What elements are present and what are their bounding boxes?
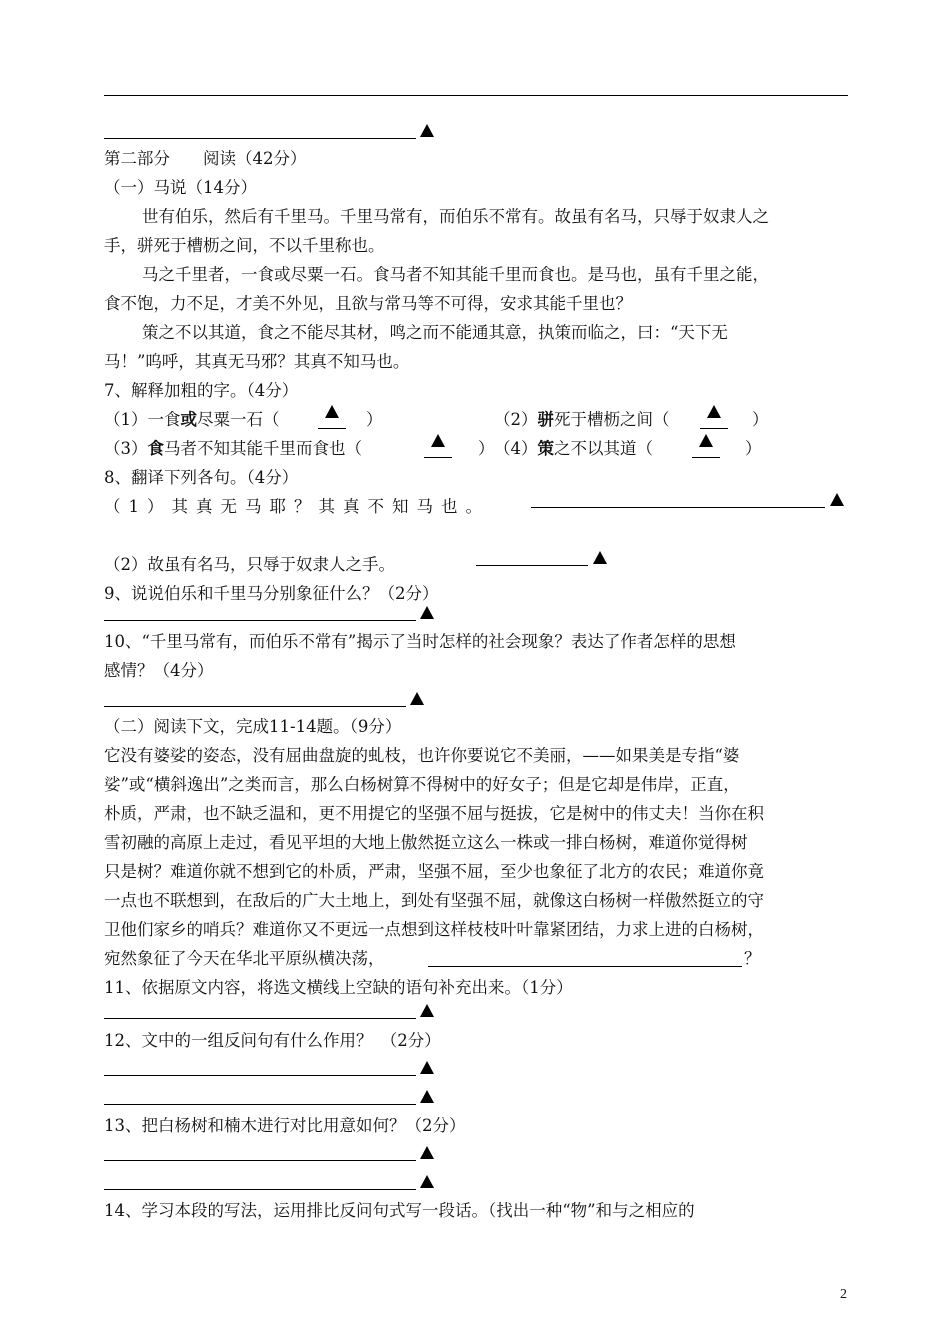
- q10-line-1: 10、“千里马常有，而伯乐不常有”揭示了当时怎样的社会现象？表达了作者怎样的思想: [104, 632, 736, 651]
- header-rule: [104, 95, 848, 96]
- q7-item-3-pre: （3）: [104, 439, 148, 458]
- answer-line[interactable]: [531, 507, 825, 508]
- answer-marker-icon: [420, 1061, 434, 1074]
- q7-item-1-pre: （1）一食: [104, 410, 181, 429]
- answer-line[interactable]: [104, 1160, 416, 1161]
- passage2-line: 卫他们家乡的哨兵？难道你又不更远一点想到这样枝枝叶叶靠紧团结，力求上进的白杨树，: [104, 920, 764, 939]
- q8-sentence-1: （1）其真无马耶？其真不知马也。: [104, 497, 490, 516]
- q14-stem: 14、学习本段的写法，运用排比反问句式写一段话。（找出一种“物”和与之相应的: [104, 1201, 695, 1220]
- q7-item-2-bold: 骈: [537, 410, 554, 429]
- q8-sentence-2: （2）故虽有名马，只辱于奴隶人之手。: [104, 555, 395, 574]
- passage2-line: 它没有婆娑的姿态，没有屈曲盘旋的虬枝，也许你要说它不美丽，——如果美是专指“婆: [104, 746, 740, 765]
- q7-item-3: [104, 441, 362, 458]
- answer-marker-icon: [707, 405, 721, 418]
- passage2-line: 只是树？难道你就不想到它的朴质，严肃，坚强不屈，至少也象征了北方的农民；难道你竟: [104, 862, 764, 881]
- answer-marker-icon: [420, 1175, 434, 1188]
- answer-marker-icon: [431, 434, 445, 447]
- q7-item-3-bold: 食: [147, 439, 164, 458]
- passage2-line: 雪初融的高原上走过，看见平坦的大地上傲然挺立这么一株或一排白杨树，难道你觉得树: [104, 833, 748, 852]
- answer-line[interactable]: [104, 706, 406, 707]
- q7-close: ）: [745, 439, 762, 458]
- q13-stem: 13、把白杨树和楠木进行对比用意如何？（2分）: [104, 1116, 466, 1135]
- answer-line[interactable]: [104, 138, 416, 139]
- answer-marker-icon: [593, 551, 607, 564]
- answer-marker-icon: [325, 405, 339, 418]
- passage1-line: 世有伯乐，然后有千里马。千里马常有，而伯乐不常有。故虽有名马，只辱于奴隶人之: [142, 207, 769, 226]
- answer-marker-icon: [420, 124, 434, 137]
- answer-marker-icon: [420, 1004, 434, 1017]
- q7-close: ）: [752, 410, 769, 429]
- q7-blank-2[interactable]: [700, 428, 728, 429]
- passage2-line: 娑”或“横斜逸出”之类而言，那么白杨树算不得树中的好女子；但是它却是伟岸，正直，: [104, 775, 740, 794]
- q9-stem: 9、说说伯乐和千里马分别象征什么？（2分）: [104, 584, 439, 603]
- passage1-line: 手，骈死于槽枥之间，不以千里称也。: [104, 236, 385, 255]
- page-number: 2: [840, 1287, 847, 1302]
- q7-blank-3[interactable]: [424, 457, 452, 458]
- answer-marker-icon: [420, 1146, 434, 1159]
- q7-item-2-post: 死于槽枥之间（: [554, 410, 670, 429]
- answer-line[interactable]: [104, 1075, 416, 1076]
- q7-item-2: [494, 412, 670, 429]
- q7-stem: 7、解释加粗的字。（4分）: [104, 381, 299, 400]
- answer-marker-icon: [830, 493, 844, 506]
- answer-marker-icon: [699, 434, 713, 447]
- passage2-line: 一点也不联想到，在敌后的广大土地上，到处有坚强不屈，就像这白杨树一样傲然挺立的守: [104, 891, 764, 910]
- q11-stem: 11、依据原文内容，将选文横线上空缺的语句补充出来。（1分）: [104, 978, 573, 997]
- q7-item-2-pre: （2）: [494, 410, 538, 429]
- q7-item-3-post: 马者不知其能千里而食也（: [164, 439, 362, 458]
- answer-marker-icon: [410, 692, 424, 705]
- q7-close: ）: [366, 410, 383, 429]
- q12-stem: 12、文中的一组反问句有什么作用？ （2分）: [104, 1031, 441, 1050]
- passage1-line: 食不饱，力不足，才美不外见，且欲与常马等不可得，安求其能千里也？: [104, 294, 632, 313]
- passage1-line: 马！”呜呼，其真无马邪？其真不知马也。: [104, 352, 410, 371]
- answer-marker-icon: [420, 606, 434, 619]
- passage2-line: 宛然象征了今天在华北平原纵横决荡，: [104, 949, 385, 968]
- section-heading: 第二部分 阅读（42分）: [104, 149, 307, 168]
- q7-item-1-bold: 或: [180, 410, 197, 429]
- q7-item-1: [104, 412, 280, 429]
- passage1-line: 策之不以其道，食之不能尽其材，鸣之而不能通其意，执策而临之，曰：“天下无: [142, 323, 728, 342]
- q7-close: ）: [478, 439, 495, 458]
- answer-marker-icon: [420, 1090, 434, 1103]
- part1-title: （一）马说（14分）: [104, 178, 257, 197]
- answer-line[interactable]: [104, 1018, 416, 1019]
- q7-blank-1[interactable]: [318, 428, 346, 429]
- q7-item-4-post: 之不以其道（: [554, 439, 653, 458]
- q10-line-2: 感情？（4分）: [104, 661, 214, 680]
- answer-line[interactable]: [476, 565, 588, 566]
- part2-title: （二）阅读下文，完成11-14题。（9分）: [104, 717, 402, 736]
- q7-item-4-pre: （4）: [494, 439, 538, 458]
- q7-item-4-bold: 策: [537, 439, 554, 458]
- q7-blank-4[interactable]: [692, 457, 720, 458]
- passage2-end: ？: [744, 949, 761, 968]
- q7-item-1-post: 尽粟一石（: [197, 410, 280, 429]
- q7-item-4: [494, 441, 653, 458]
- answer-line[interactable]: [104, 1104, 416, 1105]
- q8-stem: 8、翻译下列各句。（4分）: [104, 468, 299, 487]
- passage-blank[interactable]: [428, 966, 742, 967]
- passage2-line: 朴质，严肃，也不缺乏温和，更不用提它的坚强不屈与挺拔，它是树中的伟丈夫！当你在积: [104, 804, 764, 823]
- answer-line[interactable]: [104, 1189, 416, 1190]
- answer-line[interactable]: [104, 620, 416, 621]
- passage1-line: 马之千里者，一食或尽粟一石。食马者不知其能千里而食也。是马也，虽有千里之能，: [142, 265, 769, 284]
